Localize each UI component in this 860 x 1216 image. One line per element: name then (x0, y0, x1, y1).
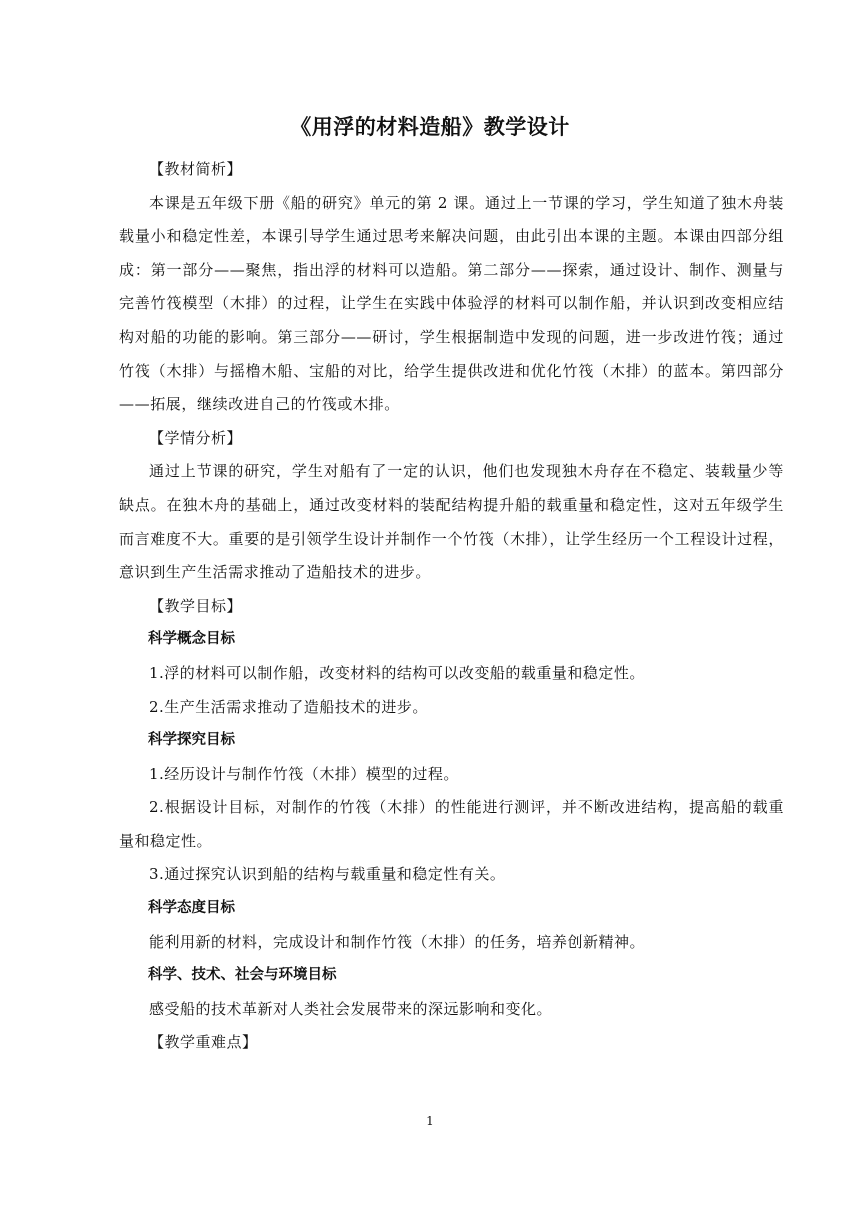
page-number: 1 (426, 1114, 434, 1128)
goal-title-science-concept: 科学概念目标 (148, 631, 235, 648)
goal-item: 感受船的技术革新对人类社会发展带来的深远影响和变化。 (149, 999, 553, 1018)
section-heading-teaching-goals: 【教学目标】 (149, 596, 243, 615)
goal-title-science-attitude: 科学态度目标 (148, 900, 235, 917)
goal-item: 能利用新的材料，完成设计和制作竹筏（木排）的任务，培养创新精神。 (149, 932, 646, 951)
document-body (119, 153, 784, 1060)
document-title: 《用浮的材料造船》教学设计 (290, 115, 570, 139)
section-heading-student-analysis: 【学情分析】 (149, 428, 243, 447)
textbook-analysis-paragraph: 本课是五年级下册《船的研究》单元的第 2 课。通过上一节课的学习，学生知道了独木舟装载量小和稳定性差，本课引导学生通过思考来解决问题，由此引出本课的主题。本课由四部分组成：第一部分——聚焦，指出浮的材料可以造船。第二部分——探索，通过设计、制作、测量与完善竹筏模型（木排）的过程，让学生在实践中体验浮的材料可以制作船，并认识到改变相应结构对船的功能的影响。第三部分——研讨，学生根据制造中发现的问题，进一步改进竹筏；通过竹筏（木排）与摇橹木船、宝船的对比，给学生提供改进和优化竹筏（木排）的蓝本。第四部分——拓展，继续改进自己的竹筏或木排。 (119, 193, 784, 414)
section-heading-textbook-analysis: 【教材简析】 (149, 160, 243, 178)
goal-item: 1.经历设计与制作竹筏（木排）模型的过程。 (149, 764, 459, 783)
section-heading-key-difficulties: 【教学重难点】 (149, 1033, 258, 1052)
goal-title-science-inquiry: 科学探究目标 (148, 732, 235, 749)
goal-item: 2.根据设计目标，对制作的竹筏（木排）的性能进行测评，并不断改进结构，提高船的载重量和稳定性。 (119, 798, 784, 850)
goal-title-stse: 科学、技术、社会与环境目标 (148, 967, 337, 984)
student-analysis-paragraph: 通过上节课的研究，学生对船有了一定的认识，他们也发现独木舟存在不稳定、装载量少等缺点。在独木舟的基础上，通过改变材料的装配结构提升船的载重量和稳定性，这对五年级学生而言难度不大。重要的是引领学生设计并制作一个竹筏（木排），让学生经历一个工程设计过程，意识到生产生活需求推动了造船技术的进步。 (119, 462, 784, 582)
goal-item: 2.生产生活需求推动了造船技术的进步。 (149, 697, 428, 716)
goal-item: 1.浮的材料可以制作船，改变材料的结构可以改变船的载重量和稳定性。 (149, 663, 645, 682)
goal-item: 3.通过探究认识到船的结构与载重量和稳定性有关。 (149, 865, 506, 884)
